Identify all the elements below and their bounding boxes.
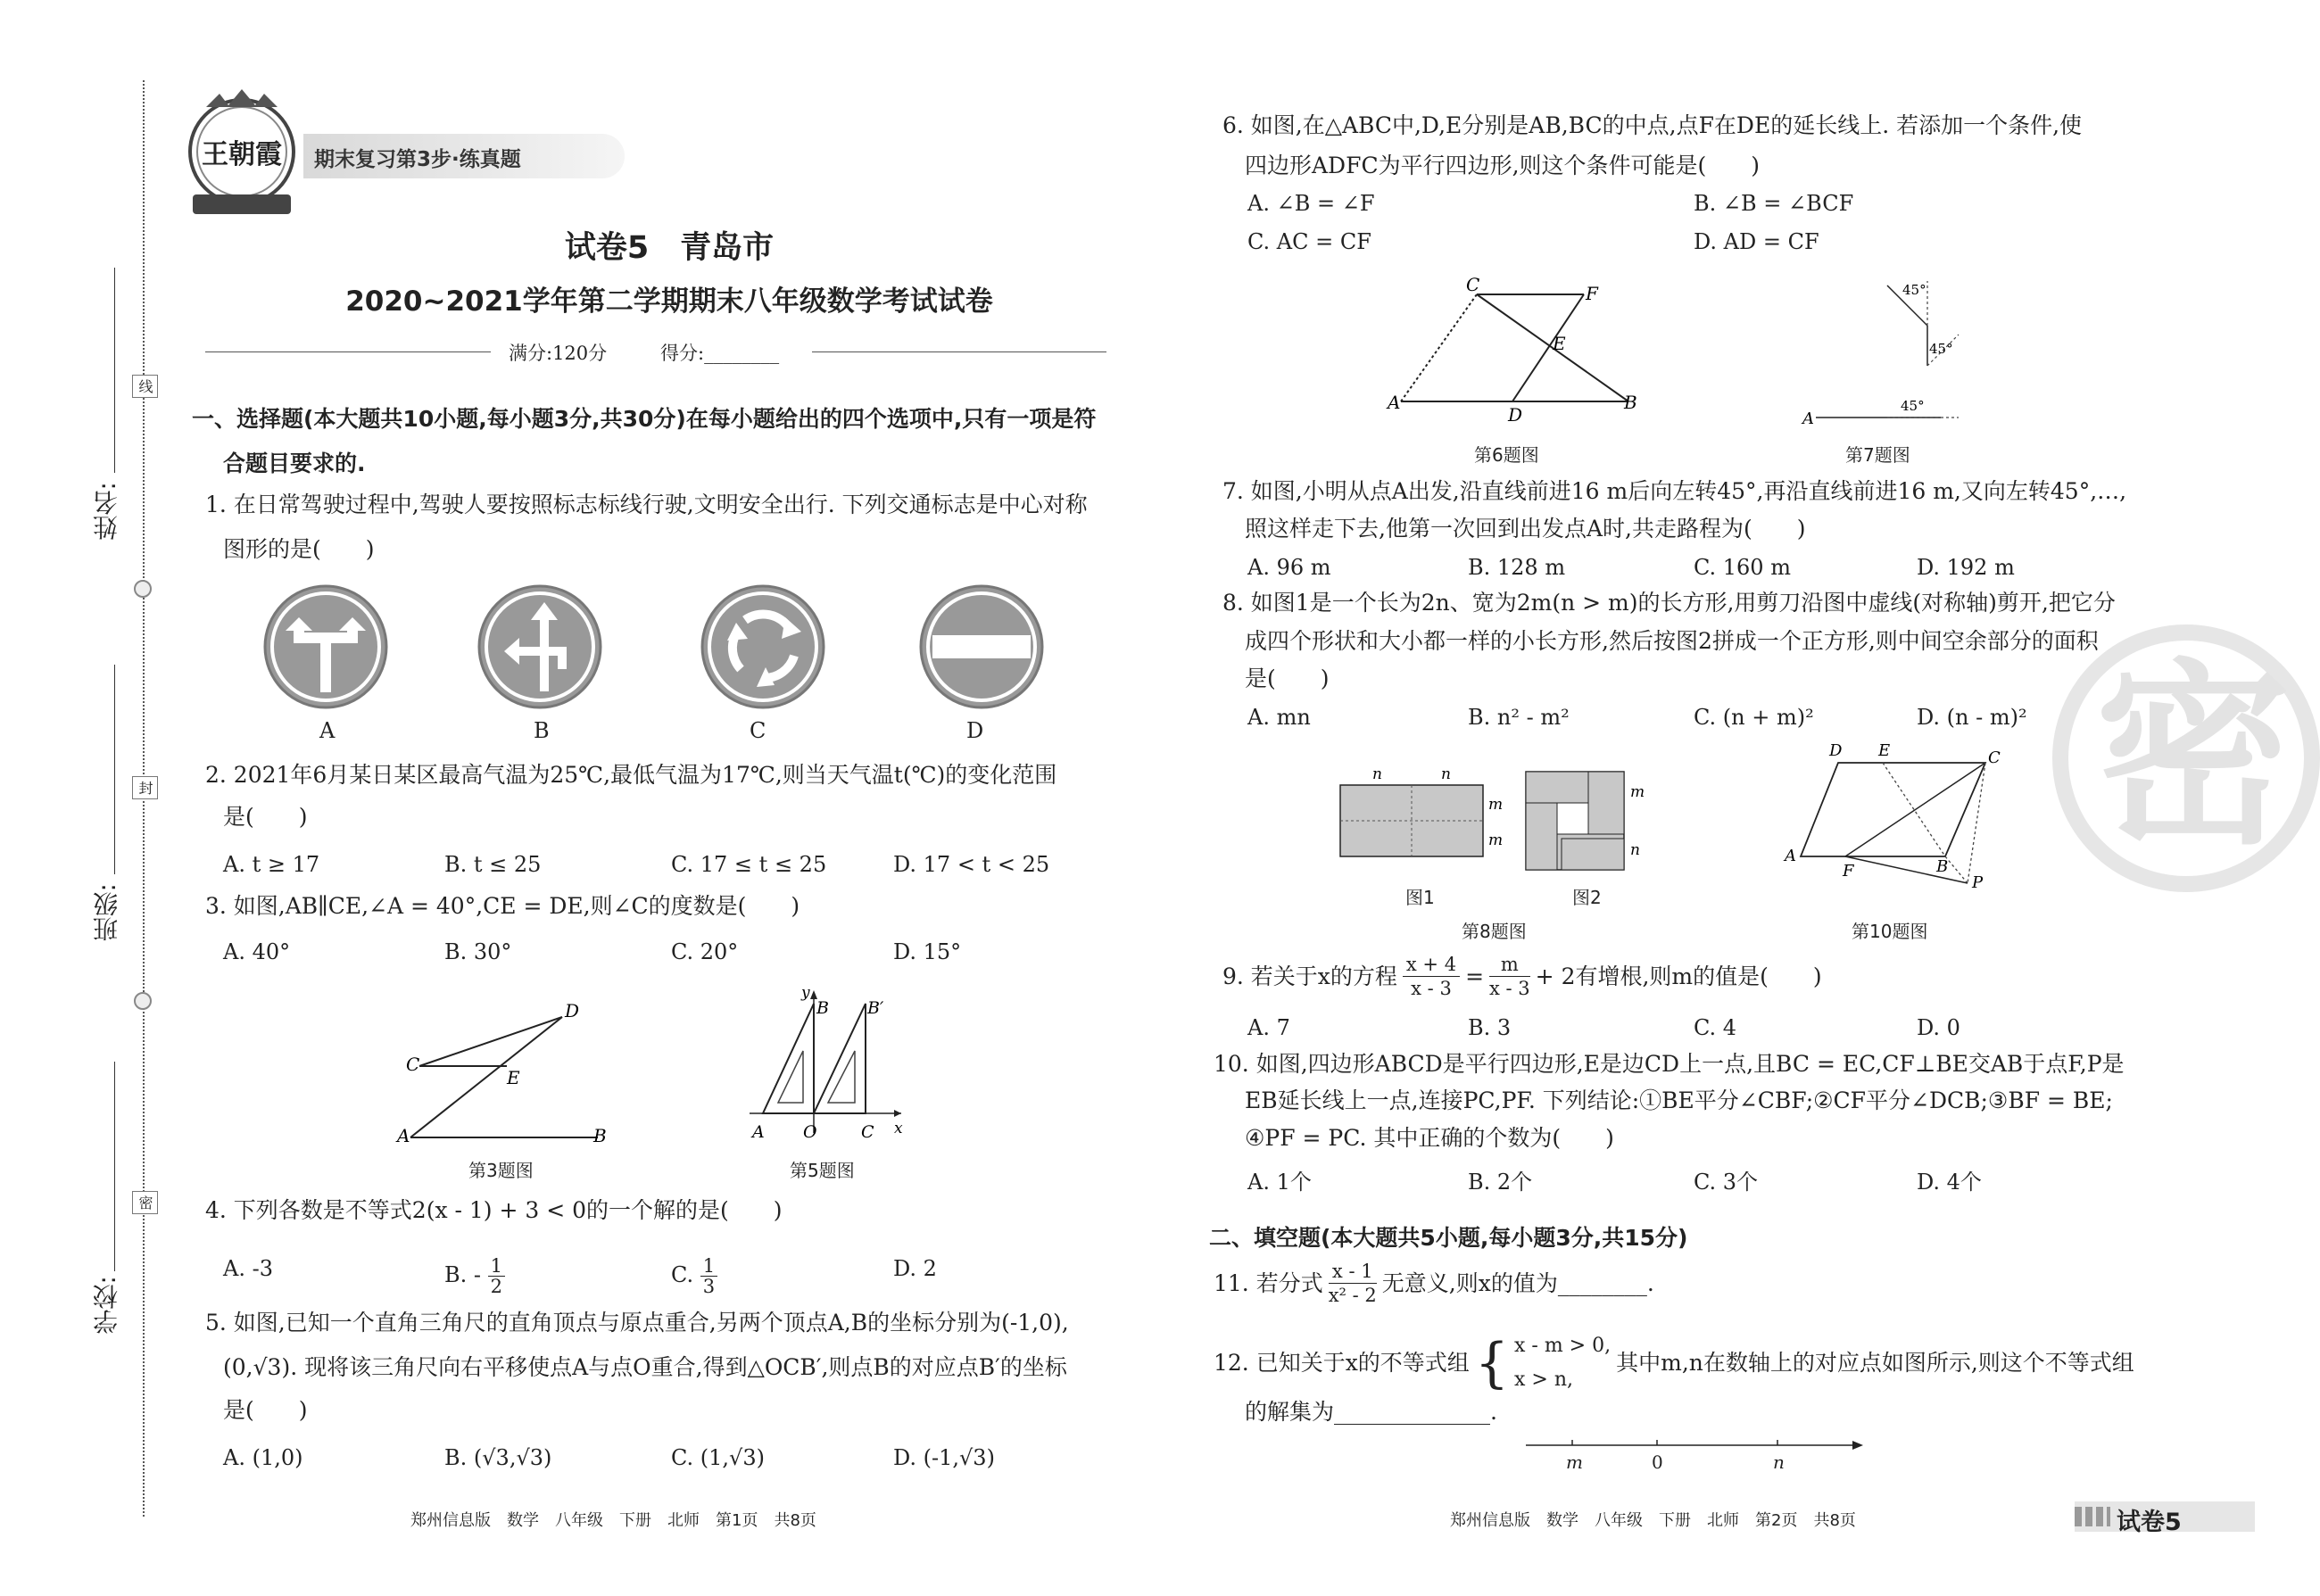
fraction-denominator: x - 3 [1489, 978, 1530, 999]
numline-label-m: m [1566, 1451, 1583, 1473]
inequality-2: x > n, [1514, 1369, 1573, 1391]
q4-option-b-label: B. - [444, 1262, 482, 1287]
fig6-diagram [1379, 268, 1646, 426]
svg-text:D: D [1508, 404, 1523, 426]
fraction [488, 1256, 505, 1296]
svg-text:D: D [1829, 741, 1843, 760]
fraction-denominator: x - 3 [1411, 978, 1452, 999]
school-line[interactable] [114, 1062, 115, 1271]
svg-text:n: n [1372, 765, 1382, 783]
fig8-diagram [1330, 763, 1660, 888]
seal-line: 线 [132, 375, 158, 398]
q6-text-cont: 四边形ADFC为平行四边形,则这个条件可能是( ) [1245, 153, 1761, 178]
page-tag: 试卷5 [2117, 1509, 2182, 1536]
q8-option-c[interactable]: C. (n + m)² [1694, 705, 1814, 730]
fig5-caption: 第5题图 [790, 1160, 855, 1181]
svg-text:45°: 45° [1929, 341, 1953, 357]
q9-pre: 9. 若关于x的方程 [1222, 963, 1397, 989]
q4-option-d[interactable]: D. 2 [893, 1256, 937, 1281]
svg-text:x: x [894, 1120, 903, 1137]
svg-text:A: A [752, 1122, 765, 1142]
seal-seal: 封 [132, 776, 158, 799]
sign-b-icon [479, 586, 601, 707]
q10-option-c[interactable]: C. 3个 [1694, 1170, 1759, 1195]
class-label: 班级: [92, 883, 121, 942]
svg-text:C: C [1466, 274, 1480, 295]
fig10-diagram [1785, 736, 2017, 897]
page-tag-dots-icon [2075, 1507, 2110, 1526]
q2-option-a[interactable]: A. t ≥ 17 [223, 852, 320, 877]
fig3-caption: 第3题图 [468, 1160, 534, 1181]
q5-option-b[interactable]: B. (√3,√3) [444, 1445, 552, 1470]
svg-text:F: F [1843, 862, 1854, 881]
q5-text-cont: (0,√3). 现将该三角尺向右平移使点A与点O重合,得到△OCB′,则点B的对应点B′的坐标 [223, 1354, 1067, 1380]
q10-text-cont: EB延长线上一点,连接PC,PF. 下列结论:①BE平分∠CBF;②CF平分∠DCB;③BF = BE; [1245, 1087, 2113, 1113]
q8-option-a[interactable]: A. mn [1247, 705, 1311, 730]
svg-text:C: C [406, 1054, 420, 1075]
fraction-numerator: m [1489, 953, 1530, 977]
q4-option-a[interactable]: A. -3 [223, 1256, 273, 1281]
svg-text:B: B [816, 998, 829, 1018]
seal-secret: 密 [132, 1191, 158, 1214]
svg-text:45°: 45° [1902, 282, 1926, 298]
sign-d-icon [921, 586, 1042, 707]
q9-option-b[interactable]: B. 3 [1468, 1015, 1512, 1040]
svg-text:m: m [1630, 783, 1645, 801]
banner-text: 期末复习第3步·练真题 [314, 148, 521, 171]
q12-post: 其中m,n在数轴上的对应点如图所示,则这个不等式组 [1616, 1350, 2134, 1376]
q7-text-cont: 照这样走下去,他第一次回到出发点A时,共走路程为( ) [1245, 516, 1806, 542]
fig7-caption: 第7题图 [1845, 444, 1910, 466]
svg-text:n: n [1630, 841, 1640, 859]
q12-pre: 12. 已知关于x的不等式组 [1214, 1350, 1470, 1376]
q5-option-c[interactable]: C. (1,√3) [671, 1445, 765, 1470]
q7-option-d[interactable]: D. 192 m [1917, 555, 2015, 580]
q8-text-cont2: 是( ) [1245, 666, 1330, 691]
svg-text:O: O [803, 1122, 817, 1142]
q10-text: 10. 如图,四边形ABCD是平行四边形,E是边CD上一点,且BC = EC,CF⊥BE交AB于点F,P是 [1214, 1051, 2125, 1077]
fraction-denominator: 2 [490, 1276, 503, 1297]
fraction-numerator: x + 4 [1403, 953, 1460, 977]
q2-text: 2. 2021年6月某日某区最高气温为25℃,最低气温为17℃,则当天气温t(℃)的变化范围 [205, 762, 1057, 788]
fraction-numerator: x - 1 [1329, 1260, 1377, 1284]
q12-text-cont: 的解集为______________. [1245, 1399, 1497, 1425]
watermark-seal-icon [2052, 624, 2320, 892]
inequality-system [1514, 1329, 1611, 1397]
q1-option-d[interactable]: D [966, 718, 984, 743]
q9-text [1222, 953, 1822, 1000]
q3-option-b[interactable]: B. 30° [444, 939, 512, 964]
q10-option-a[interactable]: A. 1个 [1247, 1170, 1312, 1195]
score-rule-right [812, 351, 1106, 352]
q6-option-c[interactable]: C. AC = CF [1247, 229, 1371, 254]
q8-text: 8. 如图1是一个长为2n、宽为2m(n > m)的长方形,用剪刀沿图中虚线(对称轴)剪开,把它分 [1222, 590, 2116, 616]
q1-text-cont: 图形的是( ) [223, 536, 375, 562]
q10-option-b[interactable]: B. 2个 [1468, 1170, 1533, 1195]
q5-text-cont2: 是( ) [223, 1397, 308, 1423]
q6-option-d[interactable]: D. AD = CF [1694, 229, 1819, 254]
q7-option-a[interactable]: A. 96 m [1247, 555, 1331, 580]
q4-text: 4. 下列各数是不等式2(x - 1) + 3 < 0的一个解的是( ) [205, 1197, 783, 1223]
q5-text: 5. 如图,已知一个直角三角尺的直角顶点与原点重合,另两个顶点A,B的坐标分别为(-1,0), [205, 1310, 1069, 1336]
q2-option-d[interactable]: D. 17 < t < 25 [893, 852, 1050, 877]
svg-text:C: C [1988, 748, 2001, 767]
q7-text: 7. 如图,小明从点A出发,沿直线前进16 m后向左转45°,再沿直线前进16 m,又向左转45°,…, [1222, 478, 2127, 504]
numline-label-n: n [1773, 1451, 1785, 1473]
q11-text [1214, 1260, 1654, 1307]
fraction [1329, 1260, 1377, 1307]
q3-text: 3. 如图,AB∥CE,∠A = 40°,CE = DE,则∠C的度数是( ) [205, 893, 800, 919]
q9-option-c[interactable]: C. 4 [1694, 1015, 1737, 1040]
q1-text: 1. 在日常驾驶过程中,驾驶人要按照标志标线行驶,文明安全出行. 下列交通标志是中心对称 [205, 492, 1088, 517]
svg-text:F: F [1586, 283, 1598, 304]
fig8-cap1: 图1 [1405, 887, 1435, 908]
q6-text: 6. 如图,在△ABC中,D,E分别是AB,BC的中点,点F在DE的延长线上. 若添加一个条件,使 [1222, 112, 2083, 138]
q6-option-a[interactable]: A. ∠B = ∠F [1247, 191, 1375, 216]
section1-heading: 一、选择题(本大题共10小题,每小题3分,共30分)在每小题给出的四个选项中,只有一项是符 [192, 406, 1097, 432]
fraction [1403, 953, 1460, 1000]
fig6-caption: 第6题图 [1474, 444, 1539, 466]
q2-text-cont: 是( ) [223, 804, 308, 830]
q5-option-a[interactable]: A. (1,0) [223, 1445, 303, 1470]
watermark-text: 密 [2095, 642, 2292, 871]
q10-text-cont2: ④PF = PC. 其中正确的个数为( ) [1245, 1125, 1614, 1151]
section1-heading-cont: 合题目要求的. [223, 451, 366, 476]
fig10-caption: 第10题图 [1852, 921, 1928, 942]
q1-signs [259, 580, 1062, 714]
fraction-denominator: x² - 2 [1328, 1285, 1377, 1306]
svg-text:45°: 45° [1901, 398, 1925, 414]
svg-text:P: P [1972, 873, 1984, 892]
q4-option-b[interactable] [444, 1256, 505, 1296]
fig7-diagram [1802, 268, 1981, 428]
q8-text-cont: 成四个形状和大小都一样的小长方形,然后按图2拼成一个正方形,则中间空余部分的面积 [1245, 628, 2099, 654]
q1-option-b[interactable]: B [534, 718, 550, 743]
sign-c-icon [702, 586, 824, 707]
svg-text:E: E [507, 1067, 520, 1088]
q4-option-c[interactable] [671, 1256, 717, 1296]
svg-text:C: C [861, 1122, 874, 1142]
binding-hole-icon [134, 580, 152, 598]
inequality-1: x - m > 0, [1514, 1335, 1612, 1357]
fraction-denominator: 3 [702, 1276, 716, 1297]
q3-option-c[interactable]: C. 20° [671, 939, 739, 964]
fraction-numerator: 1 [700, 1256, 717, 1277]
svg-text:B: B [1936, 857, 1949, 876]
svg-text:m: m [1488, 831, 1504, 849]
q11-pre: 11. 若分式 [1214, 1269, 1323, 1296]
svg-text:B: B [1624, 392, 1637, 413]
svg-text:E: E [1878, 741, 1891, 760]
q9-option-d[interactable]: D. 0 [1917, 1015, 1960, 1040]
svg-text:A: A [1802, 409, 1814, 428]
fig5-diagram [732, 981, 919, 1151]
score-rule-left [205, 351, 491, 352]
right-footer: 郑州信息版 数学 八年级 下册 北师 第2页 共8页 [1450, 1511, 1856, 1530]
q1-option-c[interactable]: C [750, 718, 766, 743]
svg-text:D: D [565, 1000, 580, 1021]
q6-option-b[interactable]: B. ∠B = ∠BCF [1694, 191, 1854, 216]
svg-text:m: m [1488, 796, 1504, 814]
fig8-cap2: 图2 [1572, 887, 1602, 908]
q7-option-c[interactable]: C. 160 m [1694, 555, 1791, 580]
q3-option-d[interactable]: D. 15° [893, 939, 962, 964]
svg-text:E: E [1553, 333, 1566, 354]
svg-text:n: n [1441, 765, 1451, 783]
q4-option-c-label: C. [671, 1262, 700, 1287]
q5-option-d[interactable]: D. (-1,√3) [893, 1445, 995, 1470]
logo-text: 王朝霞 [202, 139, 282, 170]
school-label: 学校: [92, 1276, 121, 1335]
q12-text [1214, 1329, 2134, 1397]
brace-icon: { [1474, 1332, 1509, 1394]
section-banner [303, 134, 625, 178]
fraction [1489, 953, 1530, 1000]
svg-text:B: B [593, 1125, 607, 1146]
left-footer: 郑州信息版 数学 八年级 下册 北师 第1页 共8页 [410, 1511, 816, 1530]
q2-option-c[interactable]: C. 17 ≤ t ≤ 25 [671, 852, 827, 877]
equals-sign: = [1465, 963, 1485, 989]
binding-hole-icon [134, 992, 152, 1010]
name-label: 姓名: [92, 482, 121, 541]
svg-text:y: y [801, 984, 810, 1002]
score-field[interactable]: 得分:________ [660, 343, 780, 364]
fraction [700, 1256, 717, 1296]
svg-text:A: A [1388, 392, 1401, 413]
q9-post: + 2有增根,则m的值是( ) [1535, 963, 1822, 989]
fig8-caption: 第8题图 [1462, 921, 1527, 942]
q10-option-d[interactable]: D. 4个 [1917, 1170, 1982, 1195]
q1-option-a[interactable]: A [319, 718, 336, 743]
numline-label-0: 0 [1652, 1451, 1663, 1473]
q2-option-b[interactable]: B. t ≤ 25 [444, 852, 542, 877]
q8-option-d[interactable]: D. (n - m)² [1917, 705, 2027, 730]
q9-option-a[interactable]: A. 7 [1247, 1015, 1290, 1040]
class-line[interactable] [114, 665, 115, 874]
page-subtitle: 2020~2021学年第二学期期末八年级数学考试试卷 [345, 285, 993, 318]
q8-option-b[interactable]: B. n² - m² [1468, 705, 1570, 730]
page-title: 试卷5 青岛市 [564, 230, 775, 266]
q3-option-a[interactable]: A. 40° [223, 939, 291, 964]
fraction-numerator: 1 [488, 1256, 505, 1277]
q11-post: 无意义,则x的值为________. [1381, 1269, 1654, 1296]
brand-logo [175, 89, 309, 223]
sign-a-icon [265, 586, 386, 707]
svg-text:A: A [1785, 847, 1796, 865]
fig3-diagram [393, 999, 616, 1155]
q7-option-b[interactable]: B. 128 m [1468, 555, 1566, 580]
svg-text:A: A [397, 1125, 410, 1146]
score-full: 满分:120分 [509, 343, 608, 364]
section2-heading: 二、填空题(本大题共5小题,每小题3分,共15分) [1209, 1225, 1688, 1251]
svg-text:B′: B′ [867, 998, 884, 1018]
